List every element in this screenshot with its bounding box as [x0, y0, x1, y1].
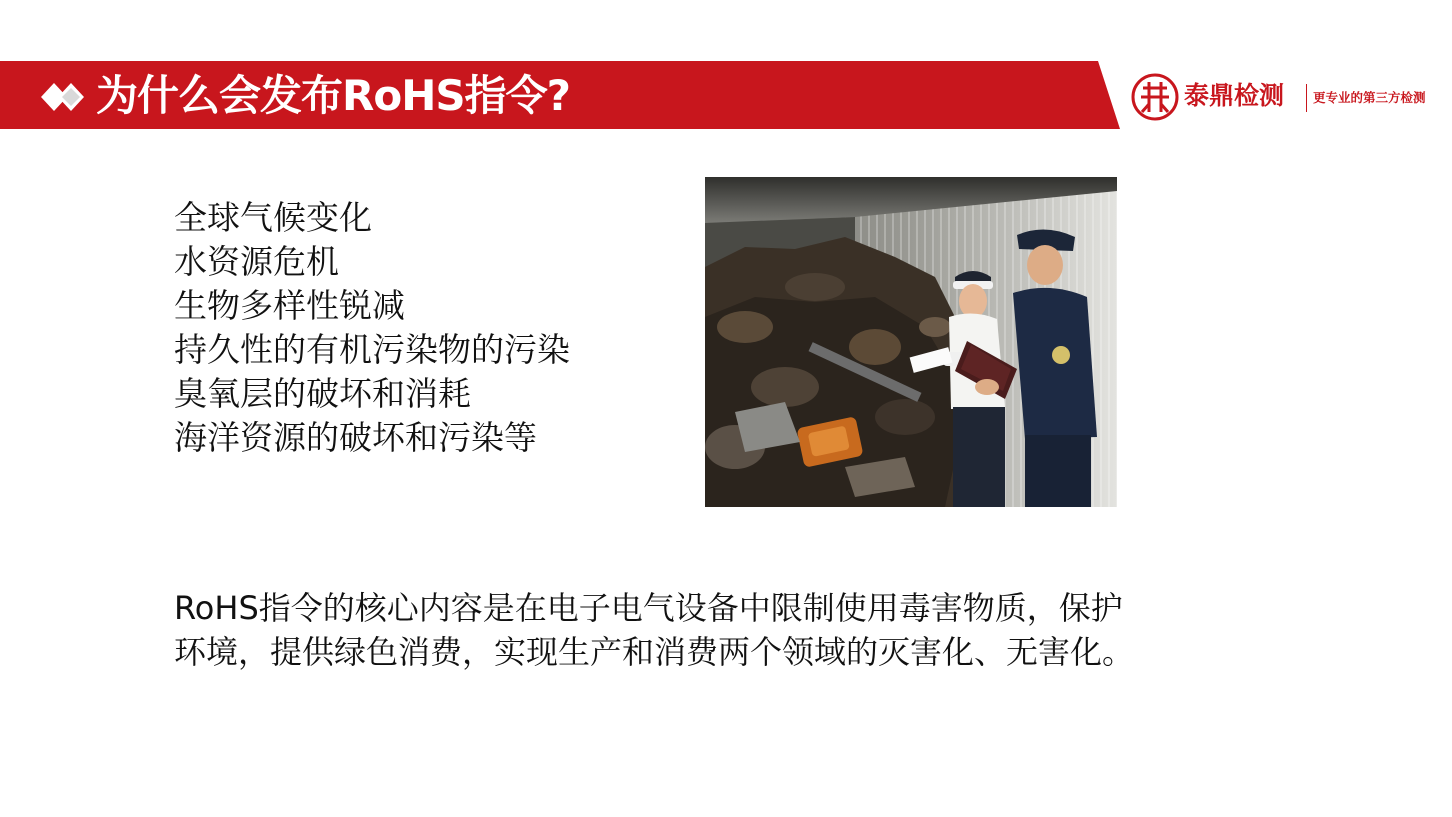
- reasons-list: [174, 196, 570, 460]
- reason-item: 海洋资源的破坏和污染等: [174, 418, 537, 457]
- summary-text: [174, 586, 1264, 674]
- taiding-seal-icon: [1130, 72, 1180, 122]
- reason-item: 臭氧层的破坏和消耗: [174, 374, 471, 413]
- logo-slogan: 更专业的第三方检测: [1313, 90, 1426, 105]
- summary-line: 环境，提供绿色消费，实现生产和消费两个领域的灭害化、无害化。: [174, 633, 1135, 671]
- reason-item: 水资源危机: [174, 242, 339, 281]
- logo-divider: [1306, 84, 1307, 112]
- company-logo: [1130, 70, 1448, 126]
- logo-name: 泰鼎检测: [1184, 81, 1285, 110]
- reason-item: 全球气候变化: [174, 198, 372, 237]
- customs-inspection-photo: [705, 177, 1117, 507]
- diamond-bullet-icon: [40, 80, 90, 114]
- summary-line: RoHS指令的核心内容是在电子电气设备中限制使用毒害物质，保护: [174, 589, 1123, 627]
- reason-item: 持久性的有机污染物的污染: [174, 330, 570, 369]
- reason-item: 生物多样性锐减: [174, 286, 405, 325]
- page-title: 为什么会发布RoHS指令?: [96, 71, 570, 120]
